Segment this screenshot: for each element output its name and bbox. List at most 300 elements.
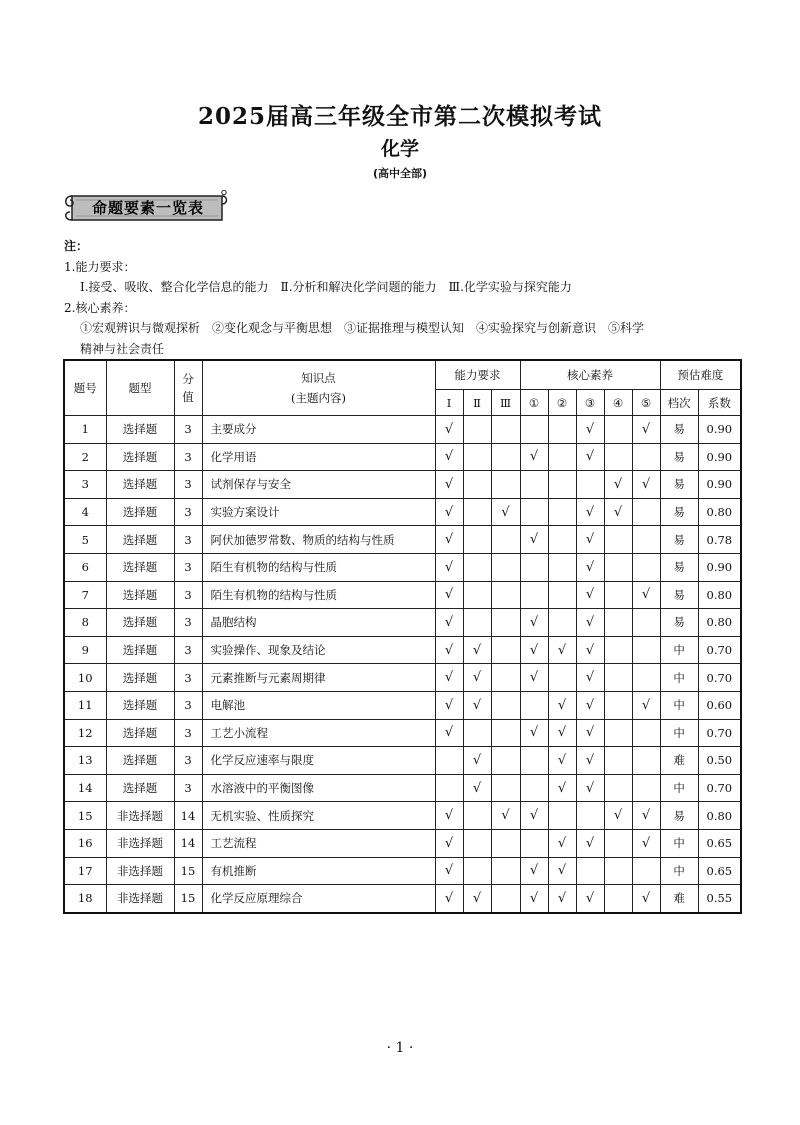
cell-level: 中 bbox=[660, 829, 698, 857]
check-mark-icon: √ bbox=[520, 885, 548, 913]
cell-type: 选择题 bbox=[106, 553, 174, 581]
cell-literacy-5 bbox=[632, 443, 660, 471]
cell-literacy-5 bbox=[632, 609, 660, 637]
cell-topic: 工艺流程 bbox=[202, 829, 435, 857]
check-mark-icon: √ bbox=[435, 471, 463, 499]
cell-number: 13 bbox=[64, 747, 106, 775]
cell-ability-3 bbox=[491, 719, 520, 747]
ability-items: Ⅰ.接受、吸收、整合化学信息的能力 Ⅱ.分析和解决化学问题的能力 Ⅲ.化学实验与探究能力 bbox=[80, 280, 572, 294]
check-mark-icon: √ bbox=[435, 443, 463, 471]
check-mark-icon: √ bbox=[520, 664, 548, 692]
cell-number: 4 bbox=[64, 498, 106, 526]
table-row bbox=[64, 416, 741, 444]
check-mark-icon: √ bbox=[435, 885, 463, 913]
notes-label: 注： bbox=[64, 239, 89, 253]
table-row bbox=[64, 498, 741, 526]
cell-type: 选择题 bbox=[106, 443, 174, 471]
cell-literacy-2 bbox=[548, 664, 576, 692]
check-mark-icon: √ bbox=[548, 691, 576, 719]
check-mark-icon: √ bbox=[576, 719, 604, 747]
cell-type: 选择题 bbox=[106, 664, 174, 692]
cell-type: 选择题 bbox=[106, 416, 174, 444]
cell-ability-3 bbox=[491, 416, 520, 444]
cell-type: 非选择题 bbox=[106, 885, 174, 913]
cell-score: 14 bbox=[174, 829, 202, 857]
table-row bbox=[64, 885, 741, 913]
cell-topic: 实验操作、现象及结论 bbox=[202, 636, 435, 664]
cell-ability-2 bbox=[463, 609, 491, 637]
header-level: 档次 bbox=[660, 390, 698, 416]
cell-number: 14 bbox=[64, 774, 106, 802]
check-mark-icon: √ bbox=[576, 526, 604, 554]
check-mark-icon: √ bbox=[604, 802, 632, 830]
cell-score: 3 bbox=[174, 747, 202, 775]
cell-coef: 0.80 bbox=[698, 498, 741, 526]
cell-type: 非选择题 bbox=[106, 802, 174, 830]
cell-type: 选择题 bbox=[106, 471, 174, 499]
cell-literacy-5 bbox=[632, 526, 660, 554]
check-mark-icon: √ bbox=[463, 747, 491, 775]
cell-topic: 元素推断与元素周期律 bbox=[202, 664, 435, 692]
cell-topic: 主要成分 bbox=[202, 416, 435, 444]
cell-coef: 0.80 bbox=[698, 609, 741, 637]
cell-topic: 陌生有机物的结构与性质 bbox=[202, 581, 435, 609]
check-mark-icon: √ bbox=[576, 829, 604, 857]
cell-literacy-2 bbox=[548, 498, 576, 526]
cell-score: 3 bbox=[174, 443, 202, 471]
cell-score: 3 bbox=[174, 471, 202, 499]
cell-topic: 试剂保存与安全 bbox=[202, 471, 435, 499]
cell-number: 6 bbox=[64, 553, 106, 581]
cell-level: 中 bbox=[660, 664, 698, 692]
cell-ability-3 bbox=[491, 664, 520, 692]
table-row bbox=[64, 636, 741, 664]
literacy-title: 2.核心素养： bbox=[64, 300, 136, 315]
cell-type: 选择题 bbox=[106, 747, 174, 775]
check-mark-icon: √ bbox=[604, 471, 632, 499]
check-mark-icon: √ bbox=[576, 553, 604, 581]
check-mark-icon: √ bbox=[632, 581, 660, 609]
cell-literacy-4 bbox=[604, 416, 632, 444]
cell-ability-2 bbox=[463, 416, 491, 444]
cell-level: 易 bbox=[660, 416, 698, 444]
cell-coef: 0.90 bbox=[698, 443, 741, 471]
table-row bbox=[64, 829, 741, 857]
cell-type: 选择题 bbox=[106, 581, 174, 609]
check-mark-icon: √ bbox=[435, 416, 463, 444]
check-mark-icon: √ bbox=[520, 526, 548, 554]
check-mark-icon: √ bbox=[435, 526, 463, 554]
check-mark-icon: √ bbox=[463, 885, 491, 913]
cell-level: 易 bbox=[660, 471, 698, 499]
cell-score: 3 bbox=[174, 416, 202, 444]
check-mark-icon: √ bbox=[435, 498, 463, 526]
cell-type: 非选择题 bbox=[106, 829, 174, 857]
cell-ability-2 bbox=[463, 471, 491, 499]
header-ability: 能力要求 bbox=[435, 360, 520, 390]
check-mark-icon: √ bbox=[520, 609, 548, 637]
cell-literacy-1 bbox=[520, 553, 548, 581]
cell-type: 选择题 bbox=[106, 526, 174, 554]
subject-title: 化学 bbox=[380, 138, 419, 160]
cell-topic: 化学用语 bbox=[202, 443, 435, 471]
cell-literacy-4 bbox=[604, 581, 632, 609]
cell-score: 3 bbox=[174, 691, 202, 719]
cell-literacy-2 bbox=[548, 416, 576, 444]
cell-ability-2 bbox=[463, 553, 491, 581]
check-mark-icon: √ bbox=[520, 636, 548, 664]
cell-score: 3 bbox=[174, 526, 202, 554]
cell-number: 1 bbox=[64, 416, 106, 444]
cell-literacy-1 bbox=[520, 747, 548, 775]
check-mark-icon: √ bbox=[435, 636, 463, 664]
cell-coef: 0.78 bbox=[698, 526, 741, 554]
check-mark-icon: √ bbox=[463, 636, 491, 664]
cell-score: 3 bbox=[174, 719, 202, 747]
cell-level: 易 bbox=[660, 581, 698, 609]
cell-score: 3 bbox=[174, 581, 202, 609]
header-type: 题型 bbox=[106, 360, 174, 416]
cell-coef: 0.50 bbox=[698, 747, 741, 775]
cell-number: 8 bbox=[64, 609, 106, 637]
cell-literacy-4 bbox=[604, 857, 632, 885]
header-ability-2: Ⅱ bbox=[463, 390, 491, 416]
check-mark-icon: √ bbox=[576, 581, 604, 609]
check-mark-icon: √ bbox=[576, 885, 604, 913]
cell-score: 3 bbox=[174, 664, 202, 692]
cell-ability-3 bbox=[491, 774, 520, 802]
cell-level: 易 bbox=[660, 526, 698, 554]
header-literacy-2: ② bbox=[548, 390, 576, 416]
cell-score: 3 bbox=[174, 498, 202, 526]
cell-ability-3 bbox=[491, 443, 520, 471]
cell-literacy-1 bbox=[520, 416, 548, 444]
cell-ability-2 bbox=[463, 829, 491, 857]
header-literacy-4: ④ bbox=[604, 390, 632, 416]
cell-ability-2 bbox=[463, 857, 491, 885]
scope-label: (高中全部) bbox=[372, 167, 428, 180]
cell-literacy-4 bbox=[604, 774, 632, 802]
check-mark-icon: √ bbox=[520, 857, 548, 885]
cell-literacy-4 bbox=[604, 609, 632, 637]
check-mark-icon: √ bbox=[576, 691, 604, 719]
cell-literacy-1 bbox=[520, 581, 548, 609]
table-row bbox=[64, 719, 741, 747]
cell-coef: 0.90 bbox=[698, 553, 741, 581]
check-mark-icon: √ bbox=[435, 802, 463, 830]
cell-topic: 化学反应速率与限度 bbox=[202, 747, 435, 775]
cell-literacy-5 bbox=[632, 857, 660, 885]
header-score-text: 分值 bbox=[182, 372, 194, 404]
table-row bbox=[64, 664, 741, 692]
check-mark-icon: √ bbox=[576, 416, 604, 444]
cell-number: 2 bbox=[64, 443, 106, 471]
check-mark-icon: √ bbox=[548, 885, 576, 913]
cell-literacy-4 bbox=[604, 664, 632, 692]
check-mark-icon: √ bbox=[548, 636, 576, 664]
cell-topic: 水溶液中的平衡图像 bbox=[202, 774, 435, 802]
cell-level: 中 bbox=[660, 857, 698, 885]
cell-literacy-3 bbox=[576, 857, 604, 885]
header-ability-3: Ⅲ bbox=[491, 390, 520, 416]
cell-score: 15 bbox=[174, 885, 202, 913]
cell-ability-3 bbox=[491, 526, 520, 554]
cell-literacy-5 bbox=[632, 553, 660, 581]
cell-coef: 0.65 bbox=[698, 829, 741, 857]
cell-type: 选择题 bbox=[106, 636, 174, 664]
spec-table bbox=[63, 359, 742, 914]
check-mark-icon: √ bbox=[576, 747, 604, 775]
cell-literacy-4 bbox=[604, 691, 632, 719]
header-number: 题号 bbox=[64, 360, 106, 416]
check-mark-icon: √ bbox=[435, 609, 463, 637]
cell-topic: 化学反应原理综合 bbox=[202, 885, 435, 913]
cell-literacy-4 bbox=[604, 636, 632, 664]
check-mark-icon: √ bbox=[435, 581, 463, 609]
notes-section bbox=[64, 236, 744, 359]
cell-level: 中 bbox=[660, 691, 698, 719]
cell-literacy-3 bbox=[576, 802, 604, 830]
cell-ability-3 bbox=[491, 553, 520, 581]
cell-ability-2 bbox=[463, 526, 491, 554]
cell-coef: 0.80 bbox=[698, 802, 741, 830]
cell-coef: 0.70 bbox=[698, 636, 741, 664]
cell-coef: 0.65 bbox=[698, 857, 741, 885]
cell-ability-2 bbox=[463, 498, 491, 526]
cell-ability-3 bbox=[491, 636, 520, 664]
check-mark-icon: √ bbox=[463, 774, 491, 802]
cell-score: 3 bbox=[174, 553, 202, 581]
cell-level: 易 bbox=[660, 498, 698, 526]
check-mark-icon: √ bbox=[576, 443, 604, 471]
page-number: · 1 · bbox=[386, 1040, 414, 1056]
cell-ability-3 bbox=[491, 581, 520, 609]
cell-literacy-4 bbox=[604, 885, 632, 913]
cell-type: 选择题 bbox=[106, 691, 174, 719]
check-mark-icon: √ bbox=[576, 774, 604, 802]
cell-ability-2 bbox=[463, 802, 491, 830]
check-mark-icon: √ bbox=[576, 498, 604, 526]
check-mark-icon: √ bbox=[548, 747, 576, 775]
check-mark-icon: √ bbox=[435, 857, 463, 885]
table-row bbox=[64, 443, 741, 471]
header-difficulty: 预估难度 bbox=[660, 360, 741, 390]
cell-number: 9 bbox=[64, 636, 106, 664]
check-mark-icon: √ bbox=[435, 664, 463, 692]
cell-level: 易 bbox=[660, 609, 698, 637]
cell-number: 16 bbox=[64, 829, 106, 857]
cell-number: 3 bbox=[64, 471, 106, 499]
cell-score: 3 bbox=[174, 609, 202, 637]
cell-number: 15 bbox=[64, 802, 106, 830]
table-row bbox=[64, 691, 741, 719]
cell-literacy-1 bbox=[520, 471, 548, 499]
cell-ability-1 bbox=[435, 774, 463, 802]
cell-literacy-4 bbox=[604, 747, 632, 775]
cell-literacy-5 bbox=[632, 664, 660, 692]
cell-ability-3 bbox=[491, 609, 520, 637]
cell-literacy-2 bbox=[548, 609, 576, 637]
check-mark-icon: √ bbox=[632, 416, 660, 444]
check-mark-icon: √ bbox=[632, 885, 660, 913]
cell-coef: 0.70 bbox=[698, 664, 741, 692]
cell-ability-3 bbox=[491, 747, 520, 775]
check-mark-icon: √ bbox=[520, 719, 548, 747]
check-mark-icon: √ bbox=[548, 719, 576, 747]
check-mark-icon: √ bbox=[632, 829, 660, 857]
literacy-items-line2: 精神与社会责任 bbox=[80, 341, 165, 356]
cell-ability-1 bbox=[435, 747, 463, 775]
cell-literacy-2 bbox=[548, 471, 576, 499]
cell-score: 3 bbox=[174, 774, 202, 802]
cell-literacy-2 bbox=[548, 553, 576, 581]
cell-number: 11 bbox=[64, 691, 106, 719]
cell-level: 难 bbox=[660, 747, 698, 775]
table-row bbox=[64, 747, 741, 775]
cell-coef: 0.70 bbox=[698, 774, 741, 802]
spec-table-body bbox=[64, 416, 741, 913]
cell-literacy-5 bbox=[632, 719, 660, 747]
cell-coef: 0.70 bbox=[698, 719, 741, 747]
cell-literacy-2 bbox=[548, 526, 576, 554]
cell-literacy-4 bbox=[604, 553, 632, 581]
table-row bbox=[64, 802, 741, 830]
check-mark-icon: √ bbox=[435, 719, 463, 747]
cell-level: 易 bbox=[660, 802, 698, 830]
table-row bbox=[64, 857, 741, 885]
table-row bbox=[64, 774, 741, 802]
table-row bbox=[64, 526, 741, 554]
check-mark-icon: √ bbox=[604, 498, 632, 526]
cell-literacy-2 bbox=[548, 581, 576, 609]
header-literacy: 核心素养 bbox=[520, 360, 660, 390]
cell-literacy-2 bbox=[548, 443, 576, 471]
check-mark-icon: √ bbox=[632, 802, 660, 830]
check-mark-icon: √ bbox=[491, 802, 520, 830]
cell-literacy-1 bbox=[520, 691, 548, 719]
check-mark-icon: √ bbox=[520, 443, 548, 471]
cell-coef: 0.80 bbox=[698, 581, 741, 609]
check-mark-icon: √ bbox=[548, 829, 576, 857]
cell-topic: 无机实验、性质探究 bbox=[202, 802, 435, 830]
literacy-items-line1: ①宏观辨识与微观探析 ②变化观念与平衡思想 ③证据推理与模型认知 ④实验探究与创新意识 ⑤科学 bbox=[80, 321, 645, 335]
cell-level: 中 bbox=[660, 774, 698, 802]
table-row bbox=[64, 581, 741, 609]
cell-type: 选择题 bbox=[106, 498, 174, 526]
cell-ability-2 bbox=[463, 443, 491, 471]
check-mark-icon: √ bbox=[435, 553, 463, 581]
cell-type: 选择题 bbox=[106, 719, 174, 747]
check-mark-icon: √ bbox=[491, 498, 520, 526]
cell-score: 3 bbox=[174, 636, 202, 664]
cell-type: 选择题 bbox=[106, 609, 174, 637]
header-score bbox=[174, 360, 202, 416]
cell-literacy-1 bbox=[520, 829, 548, 857]
cell-topic: 有机推断 bbox=[202, 857, 435, 885]
header-ability-1: Ⅰ bbox=[435, 390, 463, 416]
cell-coef: 0.55 bbox=[698, 885, 741, 913]
header-knowledge-title: 知识点 bbox=[301, 371, 336, 385]
cell-coef: 0.90 bbox=[698, 416, 741, 444]
header-literacy-1: ① bbox=[520, 390, 548, 416]
cell-ability-3 bbox=[491, 885, 520, 913]
cell-topic: 晶胞结构 bbox=[202, 609, 435, 637]
check-mark-icon: √ bbox=[435, 691, 463, 719]
cell-literacy-4 bbox=[604, 829, 632, 857]
table-row bbox=[64, 553, 741, 581]
cell-literacy-4 bbox=[604, 526, 632, 554]
cell-number: 10 bbox=[64, 664, 106, 692]
header-knowledge-sub: (主题内容) bbox=[291, 391, 346, 405]
cell-literacy-1 bbox=[520, 774, 548, 802]
cell-ability-3 bbox=[491, 471, 520, 499]
cell-ability-3 bbox=[491, 857, 520, 885]
cell-type: 选择题 bbox=[106, 774, 174, 802]
cell-topic: 电解池 bbox=[202, 691, 435, 719]
cell-level: 中 bbox=[660, 719, 698, 747]
cell-topic: 实验方案设计 bbox=[202, 498, 435, 526]
exam-title: 2025届高三年级全市第二次模拟考试 bbox=[197, 103, 602, 130]
check-mark-icon: √ bbox=[520, 802, 548, 830]
cell-level: 难 bbox=[660, 885, 698, 913]
check-mark-icon: √ bbox=[463, 664, 491, 692]
cell-ability-2 bbox=[463, 719, 491, 747]
cell-literacy-5 bbox=[632, 636, 660, 664]
cell-literacy-4 bbox=[604, 719, 632, 747]
cell-literacy-3 bbox=[576, 471, 604, 499]
cell-type: 非选择题 bbox=[106, 857, 174, 885]
header-literacy-3: ③ bbox=[576, 390, 604, 416]
cell-topic: 陌生有机物的结构与性质 bbox=[202, 553, 435, 581]
cell-level: 易 bbox=[660, 443, 698, 471]
ability-title: 1.能力要求： bbox=[64, 259, 136, 274]
cell-topic: 工艺小流程 bbox=[202, 719, 435, 747]
cell-literacy-5 bbox=[632, 774, 660, 802]
cell-coef: 0.90 bbox=[698, 471, 741, 499]
cell-score: 15 bbox=[174, 857, 202, 885]
check-mark-icon: √ bbox=[548, 774, 576, 802]
header-literacy-5: ⑤ bbox=[632, 390, 660, 416]
cell-literacy-5 bbox=[632, 498, 660, 526]
header-coef: 系数 bbox=[698, 390, 741, 416]
cell-ability-2 bbox=[463, 581, 491, 609]
cell-number: 5 bbox=[64, 526, 106, 554]
cell-ability-3 bbox=[491, 829, 520, 857]
cell-number: 12 bbox=[64, 719, 106, 747]
table-row bbox=[64, 609, 741, 637]
check-mark-icon: √ bbox=[576, 664, 604, 692]
cell-literacy-1 bbox=[520, 498, 548, 526]
cell-literacy-4 bbox=[604, 443, 632, 471]
cell-topic: 阿伏加德罗常数、物质的结构与性质 bbox=[202, 526, 435, 554]
cell-level: 易 bbox=[660, 553, 698, 581]
check-mark-icon: √ bbox=[463, 691, 491, 719]
header-knowledge bbox=[202, 360, 435, 416]
cell-ability-3 bbox=[491, 691, 520, 719]
cell-level: 中 bbox=[660, 636, 698, 664]
table-row bbox=[64, 471, 741, 499]
check-mark-icon: √ bbox=[576, 636, 604, 664]
cell-literacy-5 bbox=[632, 747, 660, 775]
cell-literacy-2 bbox=[548, 802, 576, 830]
cell-number: 17 bbox=[64, 857, 106, 885]
cell-number: 7 bbox=[64, 581, 106, 609]
check-mark-icon: √ bbox=[548, 857, 576, 885]
cell-score: 14 bbox=[174, 802, 202, 830]
check-mark-icon: √ bbox=[632, 691, 660, 719]
check-mark-icon: √ bbox=[435, 829, 463, 857]
check-mark-icon: √ bbox=[576, 609, 604, 637]
